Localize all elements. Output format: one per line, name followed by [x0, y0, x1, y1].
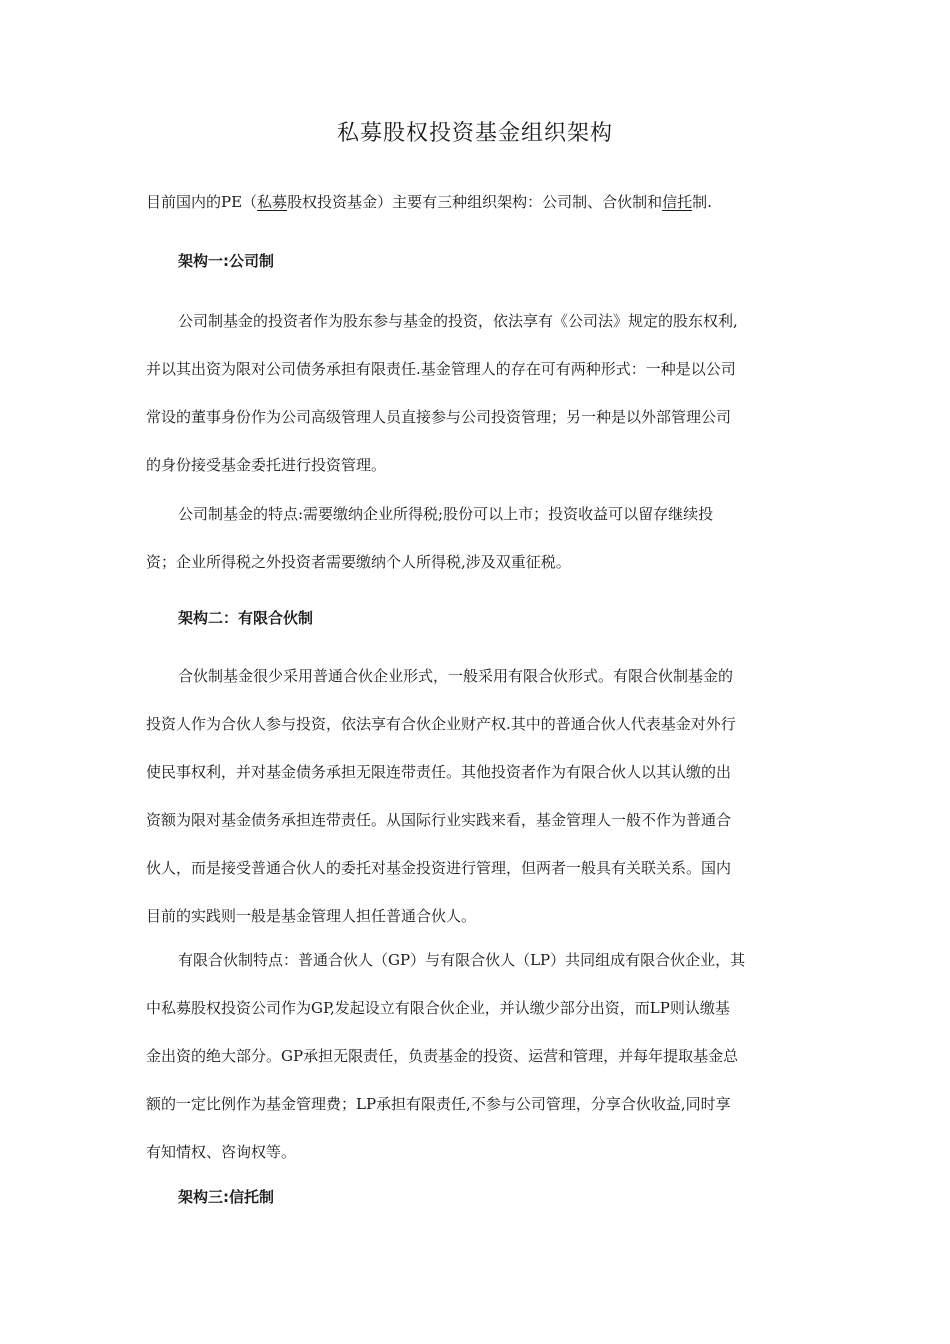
section2-heading: 架构二：有限合伙制	[178, 609, 314, 627]
intro-underlined-trust: 信托	[662, 193, 693, 211]
paragraph-line: 合伙制基金很少采用普通合伙企业形式，一般采用有限合伙形式。有限合伙制基金的	[178, 667, 734, 685]
paragraph-line: 资额为限对基金债务承担连带责任。从国际行业实践来看，基金管理人一般不作为普通合	[146, 811, 732, 829]
paragraph-line: 有知情权、咨询权等。	[146, 1143, 297, 1161]
section1-paragraph1	[146, 297, 810, 489]
paragraph-line: 使民事权利，并对基金债务承担无限连带责任。其他投资者作为有限合伙人以其认缴的出	[146, 763, 732, 781]
paragraph-line: 公司制基金的特点:需要缴纳企业所得税;股份可以上市；投资收益可以留存继续投	[178, 505, 714, 523]
paragraph-line: 目前的实践则一般是基金管理人担任普通合伙人。	[146, 907, 477, 925]
paragraph-line: 资；企业所得税之外投资者需要缴纳个人所得税,涉及双重征税。	[146, 553, 571, 571]
section3-heading: 架构三:信托制	[178, 1188, 274, 1206]
section2-paragraph1	[146, 652, 810, 940]
intro-text-before: 目前国内的PE（	[146, 193, 258, 211]
section1-heading: 架构一:公司制	[178, 252, 274, 270]
intro-text-middle: 股权投资基金）主要有三种组织架构：公司制、合伙制和	[287, 193, 663, 211]
paragraph-line: 投资人作为合伙人参与投资，依法享有合伙企业财产权.其中的普通合伙人代表基金对外行	[146, 715, 736, 733]
paragraph-line: 伙人，而是接受普通合伙人的委托对基金投资进行管理，但两者一般具有关联关系。国内	[146, 859, 732, 877]
intro-text-after: 制.	[692, 193, 712, 211]
intro-paragraph	[146, 188, 826, 216]
paragraph-line: 有限合伙制特点：普通合伙人（GP）与有限合伙人（LP）共同组成有限合伙企业，其	[178, 951, 746, 969]
section1-paragraph2	[146, 490, 810, 586]
paragraph-line: 额的一定比例作为基金管理费；LP承担有限责任,不参与公司管理，分享合伙收益,同时享	[146, 1095, 731, 1113]
document-title: 私募股权投资基金组织架构	[336, 121, 613, 146]
section2-paragraph2	[146, 936, 810, 1176]
paragraph-line: 金出资的绝大部分。GP承担无限责任，负责基金的投资、运营和管理，并每年提取基金总	[146, 1047, 739, 1065]
intro-underlined-private: 私募	[257, 193, 288, 211]
paragraph-line: 常设的董事身份作为公司高级管理人员直接参与公司投资管理；另一种是以外部管理公司	[146, 408, 732, 426]
paragraph-line: 公司制基金的投资者作为股东参与基金的投资，依法享有《公司法》规定的股东权利,	[178, 312, 738, 330]
paragraph-line: 的身份接受基金委托进行投资管理。	[146, 456, 387, 474]
paragraph-line: 并以其出资为限对公司债务承担有限责任.基金管理人的存在可有两种形式：一种是以公司	[146, 360, 736, 378]
paragraph-line: 中私募股权投资公司作为GP,发起设立有限合伙企业，并认缴少部分出资，而LP则认缴基	[146, 999, 730, 1017]
